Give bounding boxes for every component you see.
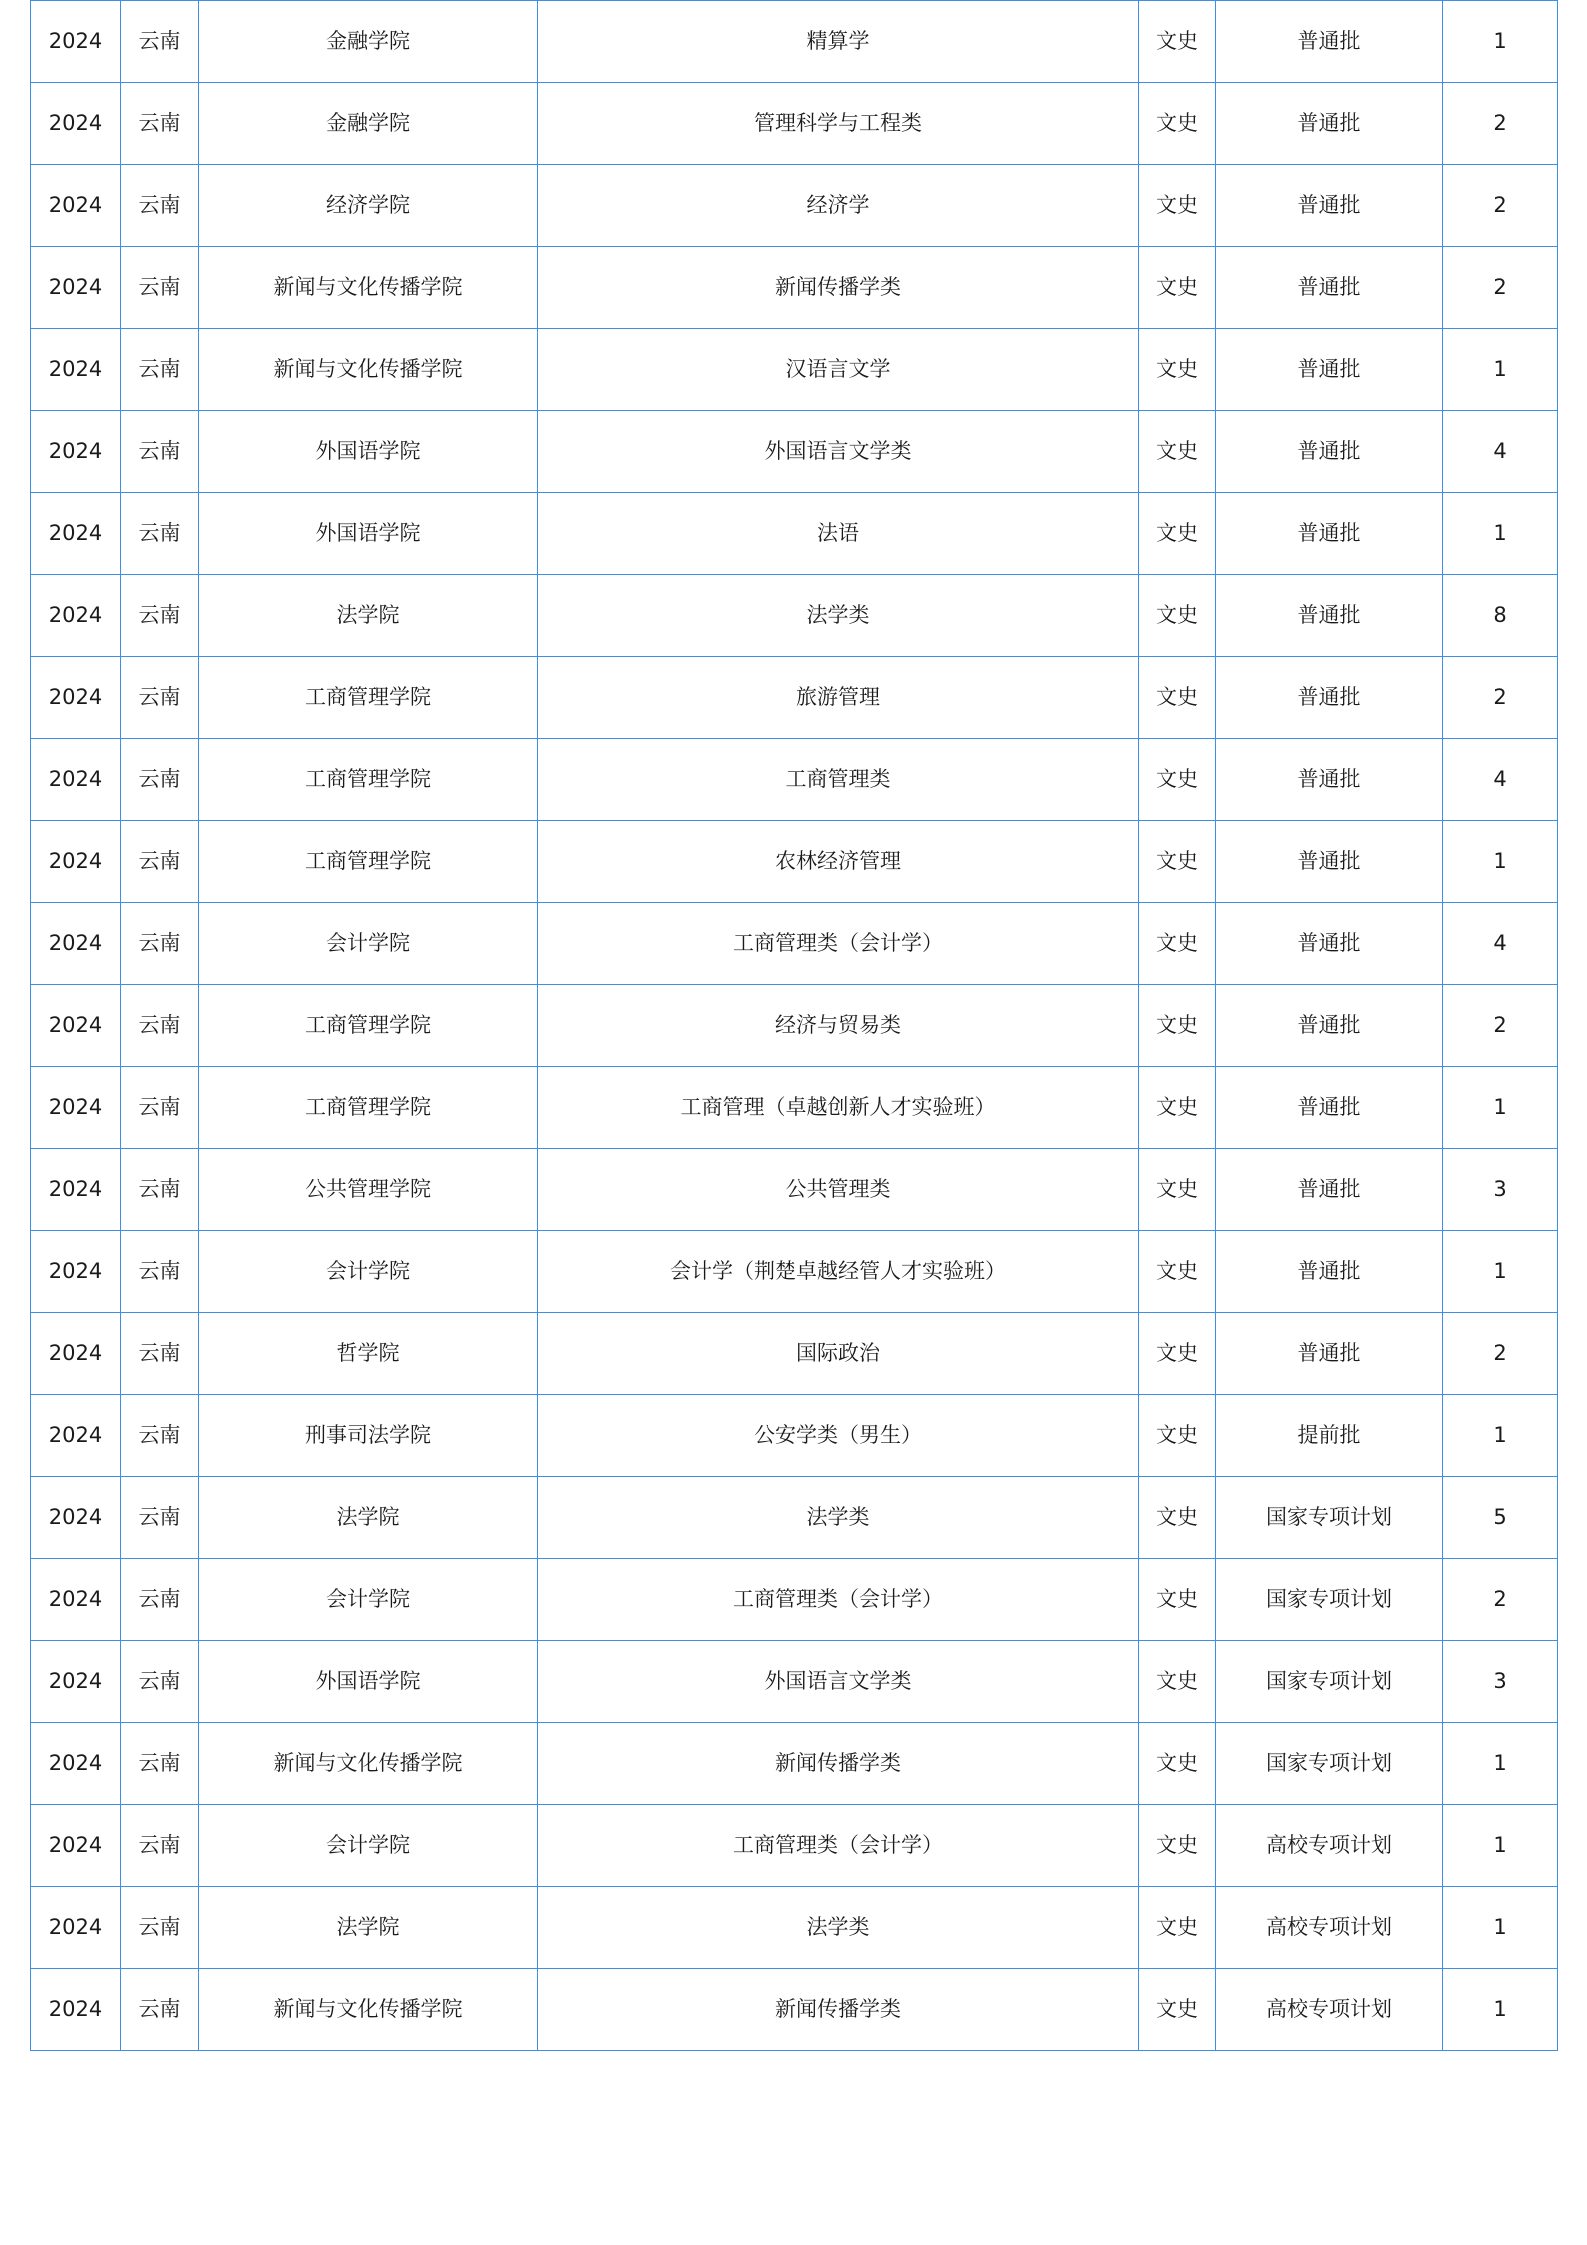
cell-batch: 普通批 (1216, 739, 1443, 821)
cell-college: 会计学院 (199, 903, 538, 985)
cell-count: 1 (1443, 493, 1558, 575)
cell-college: 金融学院 (199, 1, 538, 83)
cell-major: 外国语言文学类 (538, 1641, 1139, 1723)
cell-batch: 普通批 (1216, 985, 1443, 1067)
table-row (31, 1805, 1558, 1887)
cell-count: 2 (1443, 165, 1558, 247)
cell-province: 云南 (121, 1, 199, 83)
cell-college: 法学院 (199, 1477, 538, 1559)
cell-college: 法学院 (199, 575, 538, 657)
cell-batch: 高校专项计划 (1216, 1805, 1443, 1887)
cell-major: 精算学 (538, 1, 1139, 83)
cell-major: 新闻传播学类 (538, 247, 1139, 329)
cell-major: 法语 (538, 493, 1139, 575)
cell-batch: 普通批 (1216, 165, 1443, 247)
enrollment-table (30, 0, 1558, 2051)
cell-count: 2 (1443, 83, 1558, 165)
cell-subject: 文史 (1139, 1805, 1216, 1887)
cell-count: 1 (1443, 1231, 1558, 1313)
cell-count: 3 (1443, 1149, 1558, 1231)
cell-college: 工商管理学院 (199, 739, 538, 821)
cell-count: 2 (1443, 985, 1558, 1067)
cell-year: 2024 (31, 83, 121, 165)
cell-subject: 文史 (1139, 1231, 1216, 1313)
cell-batch: 普通批 (1216, 1231, 1443, 1313)
cell-batch: 普通批 (1216, 493, 1443, 575)
cell-year: 2024 (31, 1723, 121, 1805)
cell-batch: 普通批 (1216, 657, 1443, 739)
cell-year: 2024 (31, 165, 121, 247)
cell-count: 1 (1443, 821, 1558, 903)
cell-year: 2024 (31, 657, 121, 739)
cell-year: 2024 (31, 1805, 121, 1887)
table-row (31, 1149, 1558, 1231)
cell-college: 工商管理学院 (199, 985, 538, 1067)
cell-subject: 文史 (1139, 657, 1216, 739)
cell-province: 云南 (121, 83, 199, 165)
cell-batch: 国家专项计划 (1216, 1477, 1443, 1559)
table-row (31, 493, 1558, 575)
cell-count: 1 (1443, 1887, 1558, 1969)
cell-college: 工商管理学院 (199, 821, 538, 903)
cell-province: 云南 (121, 1477, 199, 1559)
cell-batch: 普通批 (1216, 821, 1443, 903)
cell-year: 2024 (31, 903, 121, 985)
cell-year: 2024 (31, 1313, 121, 1395)
cell-year: 2024 (31, 329, 121, 411)
cell-province: 云南 (121, 247, 199, 329)
cell-year: 2024 (31, 1, 121, 83)
cell-count: 4 (1443, 739, 1558, 821)
table-body (31, 1, 1558, 2051)
cell-year: 2024 (31, 821, 121, 903)
cell-subject: 文史 (1139, 821, 1216, 903)
cell-major: 国际政治 (538, 1313, 1139, 1395)
cell-province: 云南 (121, 1067, 199, 1149)
cell-subject: 文史 (1139, 1149, 1216, 1231)
table-row (31, 657, 1558, 739)
cell-province: 云南 (121, 329, 199, 411)
cell-major: 工商管理类 (538, 739, 1139, 821)
cell-year: 2024 (31, 1559, 121, 1641)
cell-count: 2 (1443, 657, 1558, 739)
cell-major: 法学类 (538, 575, 1139, 657)
cell-province: 云南 (121, 657, 199, 739)
cell-count: 1 (1443, 1723, 1558, 1805)
cell-batch: 国家专项计划 (1216, 1723, 1443, 1805)
cell-batch: 高校专项计划 (1216, 1887, 1443, 1969)
cell-count: 1 (1443, 1969, 1558, 2051)
cell-batch: 高校专项计划 (1216, 1969, 1443, 2051)
cell-subject: 文史 (1139, 329, 1216, 411)
table-row (31, 247, 1558, 329)
cell-subject: 文史 (1139, 1969, 1216, 2051)
cell-major: 旅游管理 (538, 657, 1139, 739)
cell-college: 工商管理学院 (199, 657, 538, 739)
cell-year: 2024 (31, 1969, 121, 2051)
table-row (31, 165, 1558, 247)
cell-batch: 普通批 (1216, 247, 1443, 329)
table-row (31, 1723, 1558, 1805)
cell-count: 2 (1443, 1313, 1558, 1395)
cell-college: 刑事司法学院 (199, 1395, 538, 1477)
cell-year: 2024 (31, 1149, 121, 1231)
cell-college: 新闻与文化传播学院 (199, 1969, 538, 2051)
cell-year: 2024 (31, 1641, 121, 1723)
cell-major: 公共管理类 (538, 1149, 1139, 1231)
cell-count: 1 (1443, 1067, 1558, 1149)
cell-batch: 普通批 (1216, 1067, 1443, 1149)
cell-major: 新闻传播学类 (538, 1723, 1139, 1805)
cell-major: 法学类 (538, 1887, 1139, 1969)
cell-major: 管理科学与工程类 (538, 83, 1139, 165)
cell-count: 4 (1443, 903, 1558, 985)
cell-college: 会计学院 (199, 1805, 538, 1887)
table-row (31, 903, 1558, 985)
cell-subject: 文史 (1139, 903, 1216, 985)
cell-batch: 普通批 (1216, 329, 1443, 411)
cell-subject: 文史 (1139, 1641, 1216, 1723)
cell-college: 工商管理学院 (199, 1067, 538, 1149)
cell-province: 云南 (121, 575, 199, 657)
cell-count: 1 (1443, 329, 1558, 411)
cell-count: 1 (1443, 1395, 1558, 1477)
cell-batch: 普通批 (1216, 1149, 1443, 1231)
table-row (31, 575, 1558, 657)
cell-college: 新闻与文化传播学院 (199, 247, 538, 329)
cell-subject: 文史 (1139, 411, 1216, 493)
cell-province: 云南 (121, 1723, 199, 1805)
cell-province: 云南 (121, 1641, 199, 1723)
cell-subject: 文史 (1139, 1723, 1216, 1805)
cell-college: 公共管理学院 (199, 1149, 538, 1231)
cell-year: 2024 (31, 1477, 121, 1559)
cell-count: 5 (1443, 1477, 1558, 1559)
cell-subject: 文史 (1139, 83, 1216, 165)
cell-college: 外国语学院 (199, 1641, 538, 1723)
cell-province: 云南 (121, 1887, 199, 1969)
cell-batch: 国家专项计划 (1216, 1559, 1443, 1641)
cell-major: 经济与贸易类 (538, 985, 1139, 1067)
cell-count: 3 (1443, 1641, 1558, 1723)
cell-province: 云南 (121, 165, 199, 247)
cell-college: 会计学院 (199, 1231, 538, 1313)
cell-major: 工商管理类（会计学） (538, 1559, 1139, 1641)
table-row (31, 83, 1558, 165)
cell-major: 工商管理类（会计学） (538, 903, 1139, 985)
cell-batch: 普通批 (1216, 411, 1443, 493)
cell-college: 法学院 (199, 1887, 538, 1969)
cell-major: 会计学（荆楚卓越经管人才实验班） (538, 1231, 1139, 1313)
cell-count: 4 (1443, 411, 1558, 493)
cell-year: 2024 (31, 1887, 121, 1969)
cell-batch: 普通批 (1216, 903, 1443, 985)
cell-major: 公安学类（男生） (538, 1395, 1139, 1477)
table-row (31, 1641, 1558, 1723)
cell-year: 2024 (31, 739, 121, 821)
cell-major: 外国语言文学类 (538, 411, 1139, 493)
cell-province: 云南 (121, 1231, 199, 1313)
cell-major: 法学类 (538, 1477, 1139, 1559)
cell-major: 经济学 (538, 165, 1139, 247)
cell-major: 工商管理（卓越创新人才实验班） (538, 1067, 1139, 1149)
table-row (31, 821, 1558, 903)
cell-province: 云南 (121, 1969, 199, 2051)
cell-province: 云南 (121, 1559, 199, 1641)
table-row (31, 1067, 1558, 1149)
cell-count: 1 (1443, 1805, 1558, 1887)
cell-batch: 普通批 (1216, 83, 1443, 165)
cell-province: 云南 (121, 1313, 199, 1395)
cell-subject: 文史 (1139, 1887, 1216, 1969)
table-row (31, 411, 1558, 493)
cell-year: 2024 (31, 493, 121, 575)
cell-batch: 提前批 (1216, 1395, 1443, 1477)
table-row (31, 985, 1558, 1067)
cell-subject: 文史 (1139, 247, 1216, 329)
cell-province: 云南 (121, 903, 199, 985)
cell-province: 云南 (121, 1149, 199, 1231)
cell-count: 2 (1443, 247, 1558, 329)
cell-batch: 普通批 (1216, 1, 1443, 83)
cell-year: 2024 (31, 247, 121, 329)
table-row (31, 1477, 1558, 1559)
cell-subject: 文史 (1139, 985, 1216, 1067)
cell-batch: 普通批 (1216, 575, 1443, 657)
cell-subject: 文史 (1139, 493, 1216, 575)
table-row (31, 1887, 1558, 1969)
cell-major: 汉语言文学 (538, 329, 1139, 411)
cell-year: 2024 (31, 1231, 121, 1313)
cell-subject: 文史 (1139, 1559, 1216, 1641)
cell-subject: 文史 (1139, 165, 1216, 247)
cell-college: 外国语学院 (199, 493, 538, 575)
cell-province: 云南 (121, 821, 199, 903)
table-row (31, 1, 1558, 83)
cell-subject: 文史 (1139, 1477, 1216, 1559)
cell-year: 2024 (31, 1395, 121, 1477)
cell-province: 云南 (121, 1805, 199, 1887)
cell-subject: 文史 (1139, 1395, 1216, 1477)
table-row (31, 1559, 1558, 1641)
cell-year: 2024 (31, 1067, 121, 1149)
cell-province: 云南 (121, 493, 199, 575)
table-row (31, 1969, 1558, 2051)
table-row (31, 1231, 1558, 1313)
cell-college: 新闻与文化传播学院 (199, 329, 538, 411)
cell-college: 金融学院 (199, 83, 538, 165)
cell-year: 2024 (31, 985, 121, 1067)
cell-college: 会计学院 (199, 1559, 538, 1641)
cell-year: 2024 (31, 575, 121, 657)
cell-subject: 文史 (1139, 1067, 1216, 1149)
cell-province: 云南 (121, 411, 199, 493)
cell-major: 农林经济管理 (538, 821, 1139, 903)
cell-major: 工商管理类（会计学） (538, 1805, 1139, 1887)
cell-college: 经济学院 (199, 165, 538, 247)
cell-province: 云南 (121, 739, 199, 821)
cell-college: 哲学院 (199, 1313, 538, 1395)
cell-major: 新闻传播学类 (538, 1969, 1139, 2051)
table-row (31, 1395, 1558, 1477)
table-row (31, 329, 1558, 411)
cell-college: 外国语学院 (199, 411, 538, 493)
cell-province: 云南 (121, 1395, 199, 1477)
table-row (31, 739, 1558, 821)
cell-count: 1 (1443, 1, 1558, 83)
cell-batch: 普通批 (1216, 1313, 1443, 1395)
table-row (31, 1313, 1558, 1395)
cell-college: 新闻与文化传播学院 (199, 1723, 538, 1805)
cell-count: 2 (1443, 1559, 1558, 1641)
cell-subject: 文史 (1139, 575, 1216, 657)
cell-subject: 文史 (1139, 739, 1216, 821)
cell-count: 8 (1443, 575, 1558, 657)
cell-subject: 文史 (1139, 1313, 1216, 1395)
cell-province: 云南 (121, 985, 199, 1067)
cell-subject: 文史 (1139, 1, 1216, 83)
cell-year: 2024 (31, 411, 121, 493)
cell-batch: 国家专项计划 (1216, 1641, 1443, 1723)
